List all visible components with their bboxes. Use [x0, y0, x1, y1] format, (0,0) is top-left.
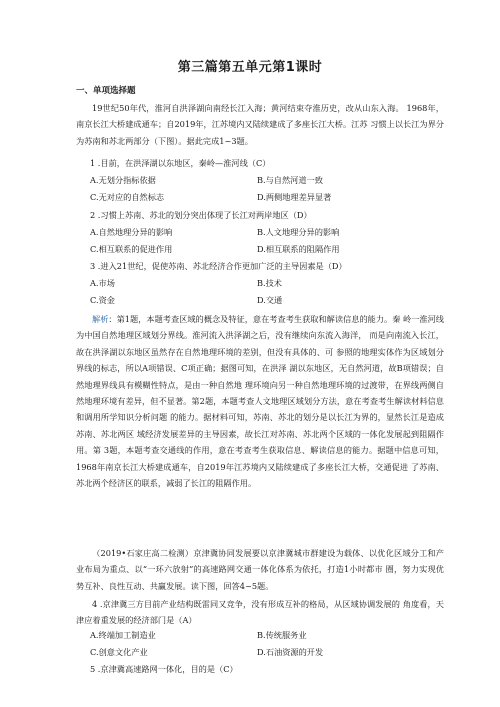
q3-option-d: D.交通 — [257, 295, 283, 305]
q4-option-d: D.石油资源的开发 — [257, 647, 324, 657]
page-title: 第三篇第五单元第1课时 — [177, 60, 323, 75]
question-4-text: 4 .京津冀三方目前产业结构既雷同又竞争，没有形成互补的格局，从区域协调发展的 角度看，天津应着重发展的经济部门是（A） — [76, 599, 444, 626]
q1-option-a: A.无划分指标依据 — [90, 175, 156, 185]
q3-option-c: C.资金 — [90, 295, 115, 305]
q1-option-c: C.无对应的自然标志 — [90, 192, 165, 202]
intro-text: 19世纪50年代，淮河自洪泽湖向南经长江入海；黄河结束夺淮历史，改从山东入海。 1968年，南京长江大桥建成通车；自2019年，江苏境内又陆续建成了多座长江大桥。江苏 习惯上以长江为界分为苏南和苏北两部分（下图）。据此完成1~3题。 — [76, 103, 444, 146]
q4-option-c: C.创意文化产业 — [90, 647, 148, 657]
intro-2-paragraph — [76, 545, 444, 594]
q4-option-a: A.终端加工制造业 — [90, 630, 156, 640]
analysis-paragraph — [76, 311, 444, 491]
intro-2-text: （2019•石家庄高二检测）京津冀协同发展要以京津冀城市群建设为载体、以优化区域分工和产业布局为重点、以“一环六放射”的高速路网交通一体化体系为依托，打造1小时都市 圈，努力实现优势互补、良性互动、共赢发展。读下图，回答4~5题。 — [76, 548, 444, 591]
section-heading: 一、单项选择题 — [76, 86, 136, 96]
q2-option-b: B.人文地理分异的影响 — [257, 227, 340, 237]
q3-option-b: B.技术 — [257, 278, 282, 288]
question-1-stem: 1 .目前，在洪泽湖以东地区，秦岭—淮河线（C） — [90, 158, 271, 168]
q2-option-d: D.相互联系的阻隔作用 — [257, 244, 340, 254]
q3-option-a: A.市场 — [90, 278, 115, 288]
analysis-label: 解析 — [92, 314, 109, 324]
question-2-stem: 2 .习惯上苏南、苏北的划分突出体现了长江对两岸地区（D） — [90, 210, 312, 220]
q1-option-b: B.与自然河道一致 — [257, 175, 323, 185]
q4-option-b: B.传统服务业 — [257, 630, 307, 640]
q2-option-c: C.相互联系的促进作用 — [90, 244, 173, 254]
question-3-stem: 3 .进入21世纪，促使苏南、苏北经济合作更加广泛的主导因素是（D） — [90, 261, 347, 271]
q2-option-a: A.自然地理分异的影响 — [90, 227, 173, 237]
question-5-stem: 5 .京津冀高速路网一体化，目的是（C） — [90, 664, 238, 674]
analysis-text: ：第1题，本题考查区域的概念及特征，意在考查考生获取和解读信息的能力。秦 岭一淮河线为中国自然地理区域划分界线。淮河流入洪泽湖之后，没有继续向东流入海洋， 而是向南流入长江，故在洪泽湖以东地区虽然存在自然地理环境的差别，但没有具体的、可 参照的地理实体作为区域划分界线的标志，所以A项错误、C项正确；据图可知，在洪泽 湖以东地区，无自然河道，故B项错误；自然地理界线具有模糊性特点，是由一种自然地 理环境向另一种自然地理环境的过渡带，在界线两侧自然地理环境有差异，但不显著。第2题，本题考查人文地理区域划分方法，意在考查考生解读材料信息和调用所学知识分析问题 的能力。据材料可知，苏南、苏北的划分是以长江为界的，显然长江是造成苏南、苏北两区 域经济发展差异的主导因素，故长江对苏南、苏北两个区域的一体化发展起到阻隔作用。第 3题，本题考查交通线的作用，意在考查考生获取信息、解读信息的能力。据题中信息可知， 1968年南京长江大桥建成通车，自2019年江苏境内又陆续建成了多座长江大桥，交通促进 了苏南、苏北两个经济区的联系，减弱了长江的阻隔作用。 — [76, 314, 444, 489]
intro-paragraph — [76, 100, 444, 149]
question-4-stem — [76, 596, 444, 629]
q1-option-d: D.两侧地理差异显著 — [257, 192, 332, 202]
